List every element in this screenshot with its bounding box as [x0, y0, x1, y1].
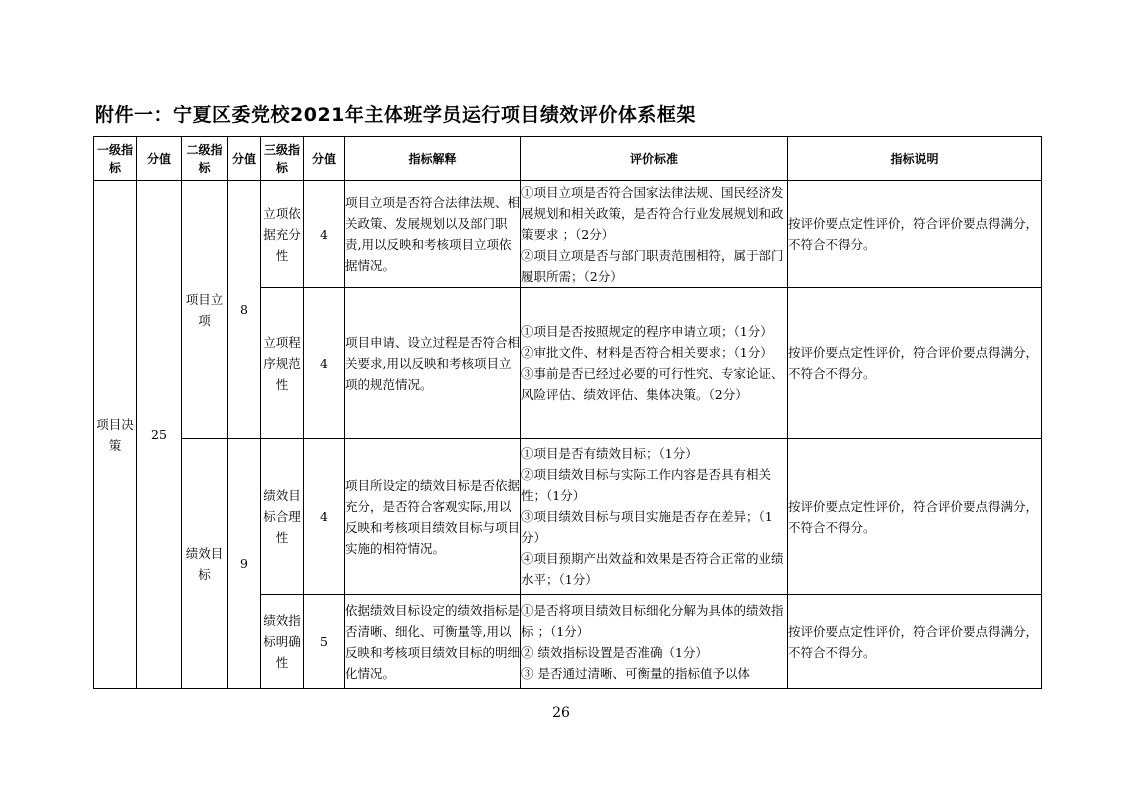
header-score2: 分值 [228, 137, 261, 181]
criteria-item: ② 绩效指标设置是否准确（1分） [521, 644, 708, 660]
indicator-explain: 项目所设定的绩效目标是否依据充分，是否符合客观实际,用以反映和考核项目绩效目标与项目实施的相符情况。 [345, 439, 521, 595]
level2-name: 绩效目标 [182, 439, 228, 689]
criteria-item: ①项目立项是否符合国家法律法规、国民经济发展规划和相关政策，是否符合行业发展规划和政策要求 ；（2分） [521, 184, 784, 242]
indicator-note: 按评价要点定性评价，符合评价要点得满分，不符合不得分。 [788, 595, 1042, 689]
header-score1: 分值 [137, 137, 182, 181]
criteria-item: ③ 是否通过清晰、可衡量的指标值予以体 [521, 665, 750, 681]
level3-score: 4 [304, 288, 345, 439]
indicator-note: 按评价要点定性评价，符合评价要点得满分，不符合不得分。 [788, 181, 1042, 288]
criteria-item: ②项目绩效目标与实际工作内容是否具有相关性；（1分） [521, 467, 772, 503]
indicator-explain: 项目立项是否符合法律法规、相关政策、发展规划以及部门职责,用以反映和考核项目立项依据情况。 [345, 181, 521, 288]
header-row [94, 137, 1042, 181]
level3-name: 绩效目标合理性 [261, 439, 304, 595]
level3-score: 4 [304, 181, 345, 288]
criteria-item: ②项目立项是否与部门职责范围相符，属于部门履职所需；（2分） [521, 247, 784, 284]
level3-name: 绩效指标明确性 [261, 595, 304, 689]
level1-score: 25 [137, 181, 182, 689]
level3-score: 4 [304, 439, 345, 595]
header-criteria: 评价标准 [521, 137, 788, 181]
level1-name: 项目决策 [94, 181, 137, 689]
evaluation-table [93, 136, 1042, 689]
criteria-item: ①项目是否按照规定的程序申请立项；（1分） [521, 324, 773, 339]
level2-name: 项目立项 [182, 181, 228, 439]
criteria-item: ①项目是否有绩效目标；（1分） [521, 446, 698, 461]
criteria-item: ②审批文件、材料是否符合相关要求；（1分） [521, 345, 773, 360]
page-title: 附件一：宁夏区委党校2021年主体班学员运行项目绩效评价体系框架 [95, 104, 696, 126]
indicator-note: 按评价要点定性评价，符合评价要点得满分，不符合不得分。 [788, 288, 1042, 439]
criteria-item: ④项目预期产出效益和效果是否符合正常的业绩水平；（1分） [521, 551, 784, 587]
criteria-list [521, 181, 788, 288]
indicator-explain: 依据绩效目标设定的绩效指标是否清晰、细化、可衡量等,用以反映和考核项目绩效目标的明细化情况。 [345, 595, 521, 689]
header-explain: 指标解释 [345, 137, 521, 181]
header-note: 指标说明 [788, 137, 1042, 181]
header-level2: 二级指标 [182, 137, 228, 181]
header-level1: 一级指标 [94, 137, 137, 181]
indicator-note: 按评价要点定性评价，符合评价要点得满分，不符合不得分。 [788, 439, 1042, 595]
indicator-explain: 项目申请、设立过程是否符合相关要求,用以反映和考核项目立项的规范情况。 [345, 288, 521, 439]
criteria-item: ①是否将项目绩效目标细化分解为具体的绩效指标 ；（1分） [521, 602, 784, 639]
header-level3: 三级指标 [261, 137, 304, 181]
level2-score: 9 [228, 439, 261, 689]
level2-score: 8 [228, 181, 261, 439]
header-score3: 分值 [304, 137, 345, 181]
table-row [94, 439, 1042, 595]
level3-name: 立项程序规范性 [261, 288, 304, 439]
level3-name: 立项依据充分性 [261, 181, 304, 288]
criteria-list [521, 439, 788, 595]
criteria-item: ③事前是否已经过必要的可行性究、专家论证、风险评估、绩效评估、集体决策。（2分） [521, 366, 784, 402]
criteria-list [521, 288, 788, 439]
table-row [94, 181, 1042, 288]
level3-score: 5 [304, 595, 345, 689]
criteria-list [521, 595, 788, 689]
page-number: 26 [552, 705, 570, 721]
criteria-item: ③项目绩效目标与项目实施是否存在差异；（1分） [521, 509, 773, 545]
